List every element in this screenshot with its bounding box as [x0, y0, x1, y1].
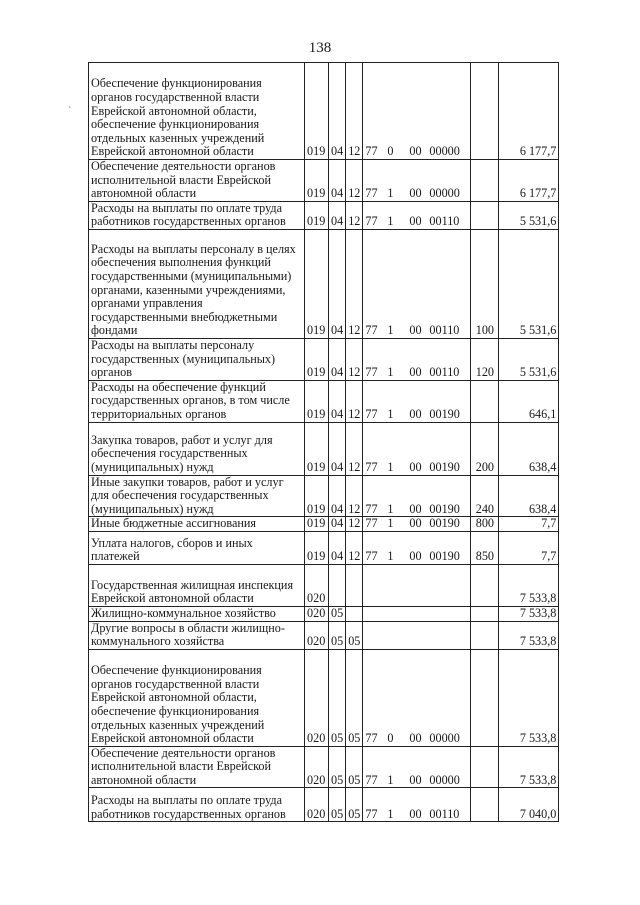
- target-article-part: 00190: [429, 516, 460, 531]
- department-code: 020: [305, 746, 329, 788]
- section-code: 04: [329, 63, 346, 160]
- table-row: [89, 160, 559, 202]
- amount: 7 040,0: [499, 788, 559, 822]
- target-article-code: [363, 63, 471, 160]
- subsection-code: [346, 606, 363, 621]
- target-article-code: [363, 517, 471, 532]
- expense-type-code: [471, 621, 499, 649]
- expense-type-code: 800: [471, 517, 499, 532]
- target-article-part: 00000: [429, 144, 460, 159]
- subsection-code: 12: [346, 338, 363, 380]
- section-code: 04: [329, 475, 346, 517]
- target-article-part: 77: [365, 731, 378, 746]
- target-article-code: [363, 746, 471, 788]
- expense-type-code: [471, 380, 499, 422]
- page-number: 138: [308, 40, 332, 56]
- target-article-part: 77: [365, 214, 378, 229]
- table-row: [89, 649, 559, 746]
- target-article-part: 0: [387, 731, 394, 746]
- department-code: 019: [305, 338, 329, 380]
- amount: 638,4: [499, 422, 559, 475]
- subsection-code: 12: [346, 475, 363, 517]
- target-article-part: 1: [387, 365, 394, 380]
- section-code: 05: [329, 649, 346, 746]
- item-name: Обеспечение функционирования органов государственной власти Еврейской автономной области, обеспечение функционирования отдельных казенных учреждений Еврейской автономной области: [89, 649, 305, 746]
- section-code: 04: [329, 422, 346, 475]
- target-article-code: [363, 531, 471, 564]
- section-code: 04: [329, 517, 346, 532]
- target-article-part: 77: [365, 549, 378, 564]
- target-article-part: 00110: [429, 365, 460, 380]
- amount: 5 531,6: [499, 338, 559, 380]
- target-article-part: 00: [409, 459, 422, 474]
- subsection-code: 12: [346, 229, 363, 338]
- target-article-part: 77: [365, 406, 378, 421]
- item-name: Обеспечение деятельности органов исполнительной власти Еврейской автономной области: [89, 746, 305, 788]
- target-article-part: 00: [409, 323, 422, 338]
- department-code: 019: [305, 160, 329, 202]
- target-article-part: 1: [387, 186, 394, 201]
- target-article-part: 00110: [429, 214, 460, 229]
- subsection-code: 05: [346, 649, 363, 746]
- section-code: 04: [329, 338, 346, 380]
- amount: 646,1: [499, 380, 559, 422]
- target-article-part: 00: [409, 772, 422, 787]
- item-name: Иные закупки товаров, работ и услуг для обеспечения государственных (муниципальных) нужд: [89, 475, 305, 517]
- target-article-code: [363, 338, 471, 380]
- table-row: [89, 746, 559, 788]
- target-article-part: 00110: [429, 806, 460, 821]
- subsection-code: 12: [346, 201, 363, 229]
- department-code: 019: [305, 422, 329, 475]
- target-article-code: [363, 380, 471, 422]
- department-code: 020: [305, 606, 329, 621]
- target-article-part: 1: [387, 516, 394, 531]
- expense-type-code: 200: [471, 422, 499, 475]
- expense-type-code: [471, 606, 499, 621]
- target-article-part: 00: [409, 144, 422, 159]
- target-article-part: 77: [365, 323, 378, 338]
- target-article-code: [363, 649, 471, 746]
- department-code: 020: [305, 649, 329, 746]
- target-article-part: 1: [387, 214, 394, 229]
- expense-type-code: [471, 160, 499, 202]
- target-article-part: 1: [387, 323, 394, 338]
- subsection-code: 05: [346, 746, 363, 788]
- target-article-part: 1: [387, 549, 394, 564]
- budget-table-body: [89, 63, 559, 822]
- target-article-part: 00190: [429, 501, 460, 516]
- expense-type-code: [471, 649, 499, 746]
- section-code: 04: [329, 380, 346, 422]
- subsection-code: 12: [346, 380, 363, 422]
- target-article-code: [363, 229, 471, 338]
- target-article-part: 77: [365, 516, 378, 531]
- item-name: Уплата налогов, сборов и иных платежей: [89, 531, 305, 564]
- target-article-part: 77: [365, 806, 378, 821]
- section-code: 04: [329, 531, 346, 564]
- section-code: 05: [329, 606, 346, 621]
- target-article-part: 00000: [429, 772, 460, 787]
- amount: 5 531,6: [499, 201, 559, 229]
- subsection-code: 05: [346, 788, 363, 822]
- amount: 7 533,8: [499, 606, 559, 621]
- target-article-part: 1: [387, 772, 394, 787]
- section-code: [329, 564, 346, 606]
- target-article-code: [363, 564, 471, 606]
- item-name: Обеспечение деятельности органов исполнительной власти Еврейской автономной области: [89, 160, 305, 202]
- target-article-part: 77: [365, 459, 378, 474]
- subsection-code: 12: [346, 63, 363, 160]
- target-article-code: [363, 160, 471, 202]
- target-article-code: [363, 621, 471, 649]
- table-row: [89, 606, 559, 621]
- amount: 7 533,8: [499, 746, 559, 788]
- item-name: Расходы на выплаты по оплате труда работников государственных органов: [89, 788, 305, 822]
- expense-type-code: [471, 746, 499, 788]
- amount: 6 177,7: [499, 63, 559, 160]
- department-code: 020: [305, 621, 329, 649]
- stray-mark: `: [68, 106, 72, 117]
- target-article-code: [363, 606, 471, 621]
- table-row: [89, 422, 559, 475]
- department-code: 019: [305, 229, 329, 338]
- target-article-part: 1: [387, 501, 394, 516]
- table-row: [89, 517, 559, 532]
- table-row: [89, 63, 559, 160]
- section-code: 05: [329, 621, 346, 649]
- section-code: 05: [329, 746, 346, 788]
- department-code: 019: [305, 517, 329, 532]
- subsection-code: 12: [346, 531, 363, 564]
- item-name: Расходы на выплаты персоналу государственных (муниципальных) органов: [89, 338, 305, 380]
- amount: 7 533,8: [499, 649, 559, 746]
- item-name: Расходы на обеспечение функций государственных органов, в том числе территориальных органов: [89, 380, 305, 422]
- target-article-part: 00: [409, 549, 422, 564]
- item-name: Расходы на выплаты персоналу в целях обеспечения выполнения функций государственными (муниципальными) органами, казенными учреждениями, органами управления государственными внебюджетными фондами: [89, 229, 305, 338]
- table-row: [89, 475, 559, 517]
- subsection-code: 05: [346, 621, 363, 649]
- expense-type-code: [471, 63, 499, 160]
- amount: 6 177,7: [499, 160, 559, 202]
- expense-type-code: 240: [471, 475, 499, 517]
- expense-type-code: 850: [471, 531, 499, 564]
- expense-type-code: 100: [471, 229, 499, 338]
- table-row: [89, 788, 559, 822]
- section-code: 04: [329, 160, 346, 202]
- department-code: 019: [305, 475, 329, 517]
- item-name: Обеспечение функционирования органов государственной власти Еврейской автономной области, обеспечение функционирования отдельных казенных учреждений Еврейской автономной области: [89, 63, 305, 160]
- subsection-code: 12: [346, 422, 363, 475]
- target-article-part: 00: [409, 365, 422, 380]
- item-name: Другие вопросы в области жилищно-коммунального хозяйства: [89, 621, 305, 649]
- target-article-part: 77: [365, 144, 378, 159]
- item-name: Жилищно-коммунальное хозяйство: [89, 606, 305, 621]
- expense-type-code: [471, 564, 499, 606]
- target-article-part: 00: [409, 806, 422, 821]
- table-row: [89, 229, 559, 338]
- target-article-part: 1: [387, 806, 394, 821]
- expense-type-code: [471, 788, 499, 822]
- subsection-code: 12: [346, 160, 363, 202]
- department-code: 019: [305, 531, 329, 564]
- table-row: [89, 621, 559, 649]
- target-article-part: 00: [409, 516, 422, 531]
- section-code: 05: [329, 788, 346, 822]
- section-code: 04: [329, 229, 346, 338]
- target-article-part: 77: [365, 501, 378, 516]
- amount: 7,7: [499, 531, 559, 564]
- target-article-part: 00: [409, 186, 422, 201]
- target-article-part: 77: [365, 772, 378, 787]
- amount: 7 533,8: [499, 621, 559, 649]
- target-article-part: 00000: [429, 186, 460, 201]
- amount: 638,4: [499, 475, 559, 517]
- target-article-part: 00: [409, 731, 422, 746]
- amount: 7,7: [499, 517, 559, 532]
- amount: 7 533,8: [499, 564, 559, 606]
- department-code: 019: [305, 63, 329, 160]
- target-article-part: 00: [409, 501, 422, 516]
- target-article-part: 1: [387, 459, 394, 474]
- target-article-part: 00: [409, 406, 422, 421]
- target-article-part: 77: [365, 186, 378, 201]
- target-article-code: [363, 422, 471, 475]
- expense-type-code: 120: [471, 338, 499, 380]
- amount: 5 531,6: [499, 229, 559, 338]
- table-row: [89, 380, 559, 422]
- table-row: [89, 531, 559, 564]
- target-article-part: 00190: [429, 549, 460, 564]
- target-article-part: 00: [409, 214, 422, 229]
- item-name: Иные бюджетные ассигнования: [89, 517, 305, 532]
- department-code: 019: [305, 201, 329, 229]
- target-article-part: 0: [387, 144, 394, 159]
- target-article-code: [363, 475, 471, 517]
- target-article-code: [363, 788, 471, 822]
- department-code: 020: [305, 564, 329, 606]
- budget-table: [88, 62, 559, 822]
- item-name: Закупка товаров, работ и услуг для обеспечения государственных (муниципальных) нужд: [89, 422, 305, 475]
- table-row: [89, 564, 559, 606]
- subsection-code: 12: [346, 517, 363, 532]
- section-code: 04: [329, 201, 346, 229]
- item-name: Расходы на выплаты по оплате труда работников государственных органов: [89, 201, 305, 229]
- target-article-part: 00190: [429, 459, 460, 474]
- expense-type-code: [471, 201, 499, 229]
- target-article-code: [363, 201, 471, 229]
- department-code: 019: [305, 380, 329, 422]
- target-article-part: 77: [365, 365, 378, 380]
- subsection-code: [346, 564, 363, 606]
- target-article-part: 1: [387, 406, 394, 421]
- department-code: 020: [305, 788, 329, 822]
- table-row: [89, 201, 559, 229]
- table-row: [89, 338, 559, 380]
- item-name: Государственная жилищная инспекция Еврейской автономной области: [89, 564, 305, 606]
- target-article-part: 00000: [429, 731, 460, 746]
- target-article-part: 00190: [429, 406, 460, 421]
- target-article-part: 00110: [429, 323, 460, 338]
